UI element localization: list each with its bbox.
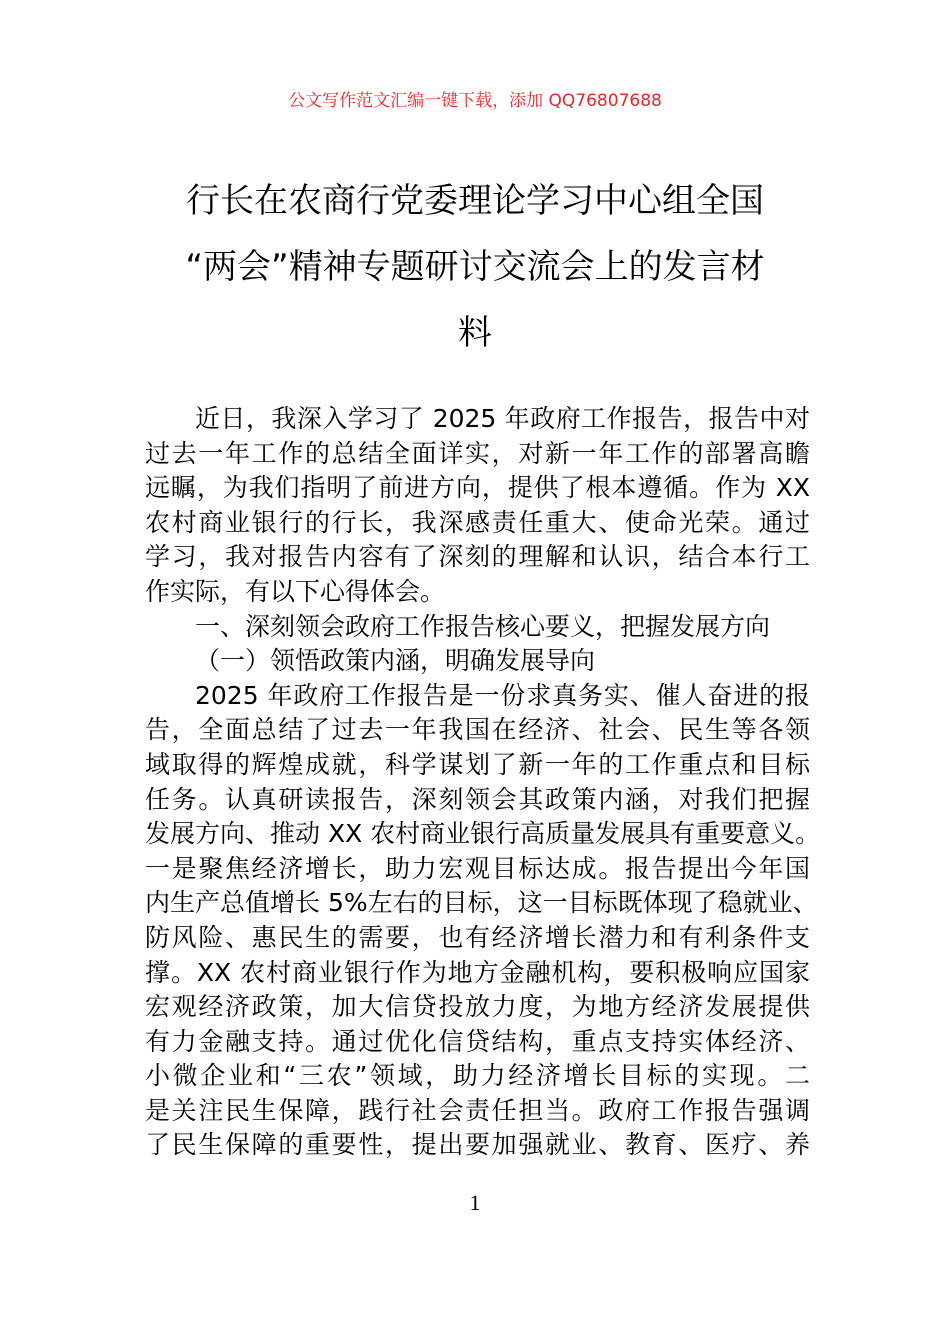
title-line: 料 — [458, 313, 492, 353]
title-line: 行长在农商行党委理论学习中心组全国 — [186, 181, 764, 221]
page-number: 1 — [469, 1190, 481, 1215]
body-line: 宏观经济政策，加大信贷投放力度，为地方经济发展提供 — [145, 992, 810, 1022]
body-line: 小微企业和“三农”领域，助力经济增长目标的实现。二 — [145, 1061, 810, 1091]
body-line: 作实际，有以下心得体会。 — [145, 576, 446, 606]
body-line: 告，全面总结了过去一年我国在经济、社会、民生等各领 — [145, 715, 810, 745]
watermark-banner: 公文写作范文汇编一键下载，添加 QQ76807688 — [288, 91, 662, 111]
document-title — [150, 168, 800, 366]
body-line: 过去一年工作的总结全面详实，对新一年工作的部署高瞻 — [145, 438, 810, 468]
body-line: 撑。XX 农村商业银行作为地方金融机构，要积极响应国家 — [145, 957, 810, 987]
body-line: 是关注民生保障，践行社会责任担当。政府工作报告强调 — [145, 1095, 810, 1125]
document-body — [145, 402, 821, 1163]
body-line: 有力金融支持。通过优化信贷结构，重点支持实体经济、 — [145, 1026, 810, 1056]
body-line: 任务。认真研读报告，深刻领会其政策内涵，对我们把握 — [145, 784, 810, 814]
body-line: 发展方向、推动 XX 农村商业银行高质量发展具有重要意义。 — [145, 819, 821, 849]
section-heading: 一、深刻领会政府工作报告核心要义，把握发展方向 — [195, 611, 771, 641]
body-line: 学习，我对报告内容有了深刻的理解和认识，结合本行工 — [145, 542, 810, 572]
body-line: 农村商业银行的行长，我深感责任重大、使命光荣。通过 — [145, 507, 810, 537]
title-line: “两会”精神专题研讨交流会上的发言材 — [185, 247, 765, 287]
body-line: 近日，我深入学习了 2025 年政府工作报告，报告中对 — [195, 404, 810, 433]
subsection-heading: （一）领悟政策内涵，明确发展导向 — [195, 646, 596, 676]
body-line: 防风险、惠民生的需要，也有经济增长潜力和有利条件支 — [145, 922, 810, 952]
body-line: 2025 年政府工作报告是一份求真务实、催人奋进的报 — [195, 680, 810, 710]
body-line: 一是聚焦经济增长，助力宏观目标达成。报告提出今年国 — [145, 853, 810, 883]
body-line: 远瞩，为我们指明了前进方向，提供了根本遵循。作为 XX — [145, 473, 810, 503]
body-line: 内生产总值增长 5%左右的目标，这一目标既体现了稳就业、 — [145, 888, 818, 918]
body-line: 了民生保障的重要性，提出要加强就业、教育、医疗、养 — [145, 1130, 810, 1160]
body-line: 域取得的辉煌成就，科学谋划了新一年的工作重点和目标 — [145, 749, 810, 779]
